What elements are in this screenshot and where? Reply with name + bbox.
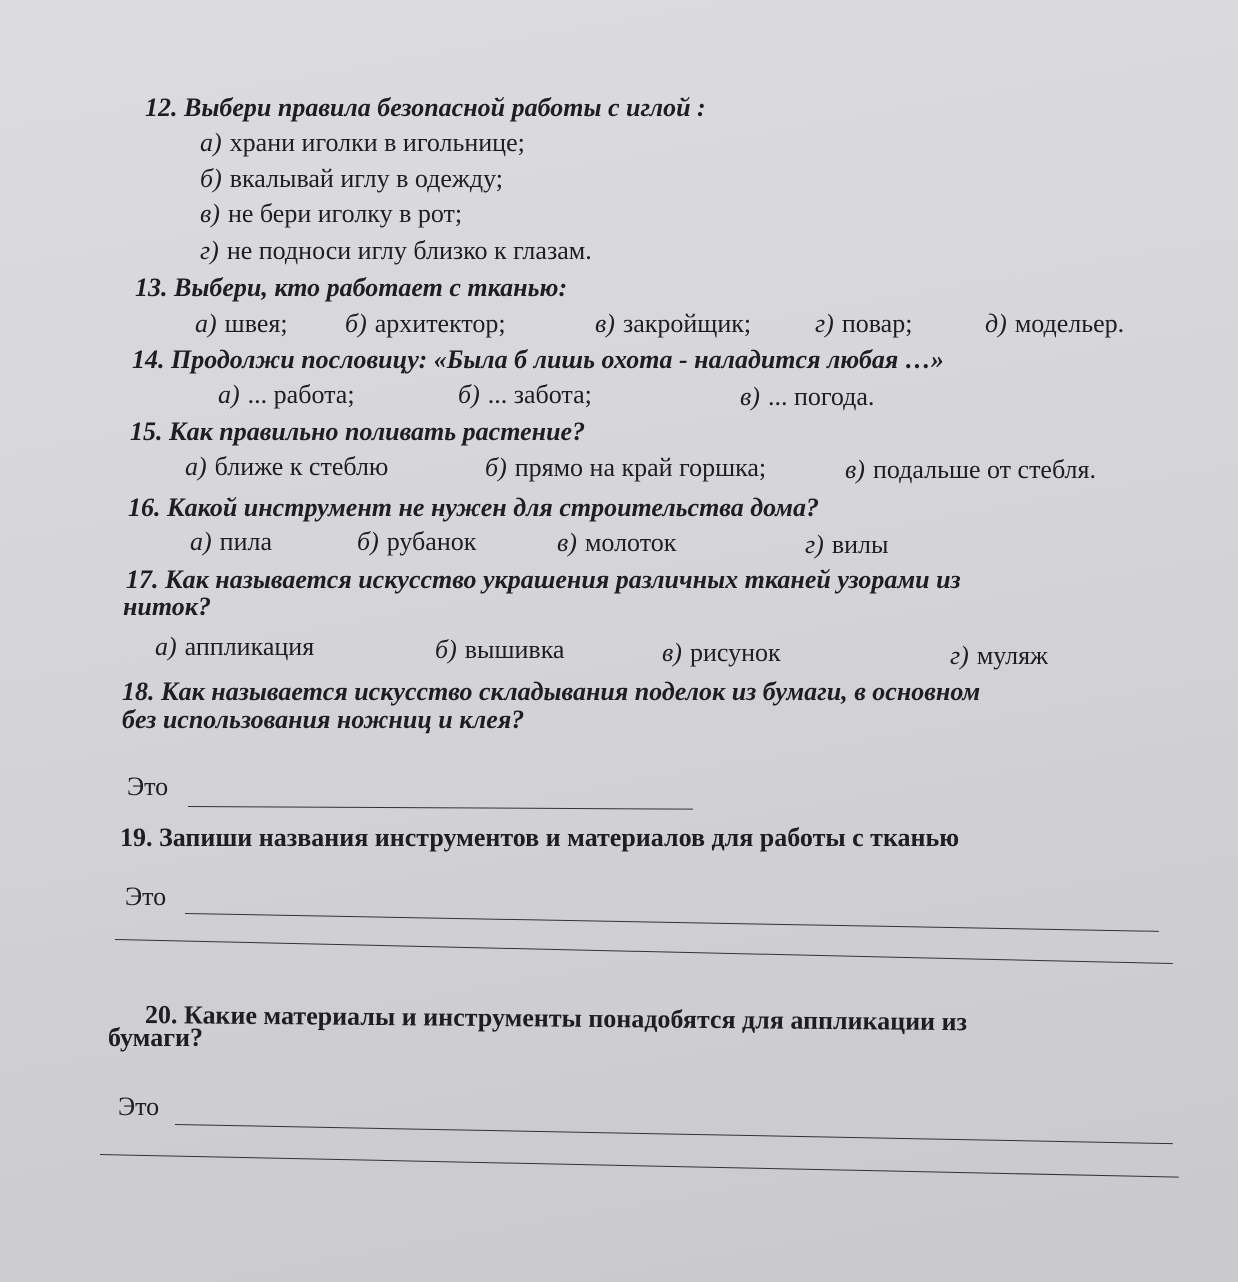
option-text: ... забота; (487, 380, 592, 409)
answer-prefix: Это (127, 772, 169, 801)
option-text: храни иголки в игольнице; (229, 128, 525, 157)
option (458, 380, 592, 410)
option-text: не подноси иглу близко к глазам. (226, 236, 592, 265)
option-text: не бери иголку в рот; (227, 199, 463, 228)
option-text: рисунок (689, 638, 781, 667)
option (195, 309, 288, 339)
option-letter: а) (200, 128, 222, 157)
question-17-title-cont: ниток? (123, 592, 211, 621)
option (218, 380, 355, 410)
option-letter: б) (345, 309, 367, 338)
option (557, 528, 676, 558)
option-letter: а) (190, 527, 212, 556)
option-text: вилы (831, 530, 889, 559)
option-text: аппликация (184, 632, 315, 661)
option-letter: д) (985, 309, 1007, 338)
option-letter: в) (595, 309, 615, 338)
option (200, 128, 525, 158)
option-text: подальше от стебля. (872, 455, 1096, 484)
question-20-title-cont: бумаги? (108, 1023, 203, 1052)
option (662, 638, 781, 668)
option-text: закройщик; (622, 309, 752, 338)
option-text: модельер. (1014, 309, 1125, 338)
option-letter: в) (845, 455, 865, 484)
answer-prefix: Это (125, 882, 167, 911)
option (740, 382, 874, 412)
question-19-title: 19. Запиши названия инструментов и материалов для работы с тканью (120, 823, 960, 852)
option-text: муляж (976, 641, 1049, 670)
option-letter: б) (485, 453, 507, 482)
option-text: ... погода. (767, 382, 875, 411)
option-letter: г) (950, 641, 969, 670)
option-text: рубанок (386, 527, 477, 556)
option (200, 164, 503, 194)
answer-line[interactable] (185, 913, 1159, 932)
answer-line[interactable] (175, 1124, 1173, 1144)
answer-line[interactable] (115, 939, 1173, 964)
option (190, 527, 272, 557)
option-text: молоток (584, 528, 677, 557)
option-letter: б) (357, 527, 379, 556)
option-letter: в) (200, 199, 220, 228)
option (985, 309, 1124, 339)
question-16-title: 16. Какой инструмент не нужен для строительства дома? (128, 493, 819, 522)
question-18-title: 18. Как называется искусство складывания поделок из бумаги, в основном (122, 677, 981, 706)
option-letter: г) (200, 236, 219, 265)
answer-line[interactable] (188, 806, 693, 810)
option-text: вкалывай иглу в одежду; (229, 164, 503, 193)
option-text: пила (219, 527, 273, 556)
option-letter: б) (435, 635, 457, 664)
answer-line[interactable] (100, 1154, 1179, 1178)
option (805, 530, 888, 560)
option-text: прямо на край горшка; (514, 453, 767, 482)
option (155, 632, 314, 662)
option-letter: а) (218, 380, 240, 409)
option-text: ... работа; (247, 380, 355, 409)
question-13-title: 13. Выбери, кто работает с тканью: (135, 273, 568, 302)
option-letter: в) (662, 638, 682, 667)
option-letter: б) (458, 380, 480, 409)
option (200, 199, 462, 229)
option-text: ближе к стеблю (214, 452, 389, 481)
question-12-title: 12. Выбери правила безопасной работы с иглой : (145, 93, 706, 122)
option (357, 527, 476, 557)
option-letter: а) (195, 309, 217, 338)
option-letter: в) (557, 528, 577, 557)
option (485, 453, 766, 483)
answer-prefix: Это (118, 1092, 160, 1121)
question-14-title: 14. Продолжи пословицу: «Была б лишь охота - наладится любая …» (132, 345, 944, 374)
option (345, 309, 506, 339)
option-letter: б) (200, 164, 222, 193)
question-17-title: 17. Как называется искусство украшения различных тканей узорами из (126, 565, 961, 594)
option-letter: а) (185, 452, 207, 481)
option-text: швея; (224, 309, 288, 338)
question-20-title: 20. Какие материалы и инструменты понадобятся для аппликации из (144, 1000, 968, 1037)
option (950, 641, 1048, 671)
option-text: вышивка (464, 635, 565, 664)
option (815, 309, 912, 339)
question-18-title-cont: без использования ножниц и клея? (122, 705, 525, 734)
option-letter: а) (155, 632, 177, 661)
option (185, 452, 388, 482)
option-letter: в) (740, 382, 760, 411)
option-letter: г) (805, 530, 824, 559)
option (595, 309, 751, 339)
option (200, 236, 592, 266)
question-15-title: 15. Как правильно поливать растение? (130, 417, 586, 446)
option-letter: г) (815, 309, 834, 338)
option (435, 635, 564, 665)
option-text: повар; (841, 309, 913, 338)
option (845, 455, 1096, 485)
option-text: архитектор; (374, 309, 506, 338)
